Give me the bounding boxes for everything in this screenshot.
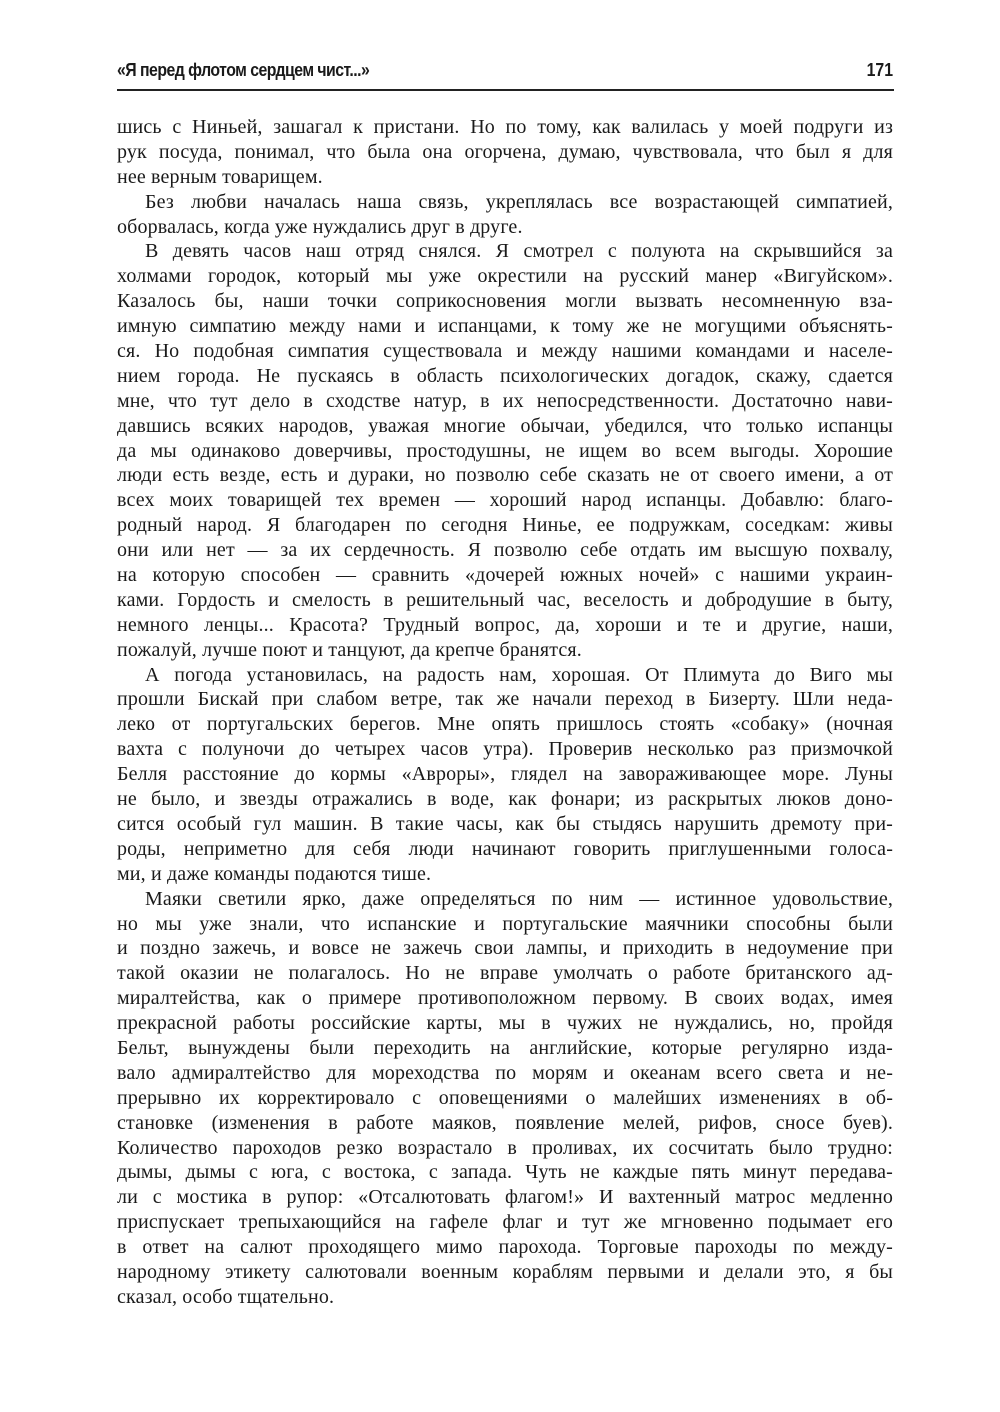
body-text: [117, 115, 893, 1310]
text-line: Без любви началась наша связь, укреплялась все возрастающей симпатией,: [145, 190, 893, 213]
text-line: да мы одинаково доверчивы, простодушны, не ищем во всем выгоды. Хорошие: [117, 439, 893, 462]
text-line: миралтейства, как о примере противоположном первому. В своих водах, имея: [117, 987, 893, 1010]
text-line: нее верным товарищем.: [117, 165, 323, 188]
text-line: леко от португальских берегов. Мне опять пришлось стоять «собаку» (ночная: [117, 713, 893, 736]
text-line: шись с Ниньей, зашагал к пристани. Но по тому, как валилась у моей подруги из: [117, 116, 893, 138]
text-line: давшись всяких народов, уважая многие обычаи, убедился, что только испанцы: [117, 414, 893, 437]
text-line: сится особый гул машин. В такие часы, как бы стыдясь нарушить дремоту при-: [117, 812, 893, 835]
paragraph: [117, 887, 893, 1310]
text-line: ся. Но подобная симпатия существовала и между нашими командами и населе-: [117, 340, 893, 363]
text-line: народному этикету салютовали военным кораблям первыми и делали это, я бы: [117, 1260, 893, 1283]
text-line: всех моих товарищей тех времен — хороший народ испанцы. Добавлю: благо-: [117, 489, 893, 512]
text-line: в ответ на салют проходящего мимо парохода. Торговые пароходы по между-: [117, 1236, 893, 1259]
text-line: вахта с полуночи до четырех часов утра). Проверив несколько раз призмочкой: [117, 738, 893, 761]
text-line: оборвалась, когда уже нуждались друг в друге.: [117, 215, 523, 238]
text-line: Бельт, вынуждены были переходить на английские, которые регулярно изда-: [117, 1036, 893, 1059]
text-line: немного ленцы... Красота? Трудный вопрос, да, хороши и те и другие, наши,: [117, 613, 893, 636]
text-line: Казалось бы, наши точки соприкосновения могли вызвать несомненную вза-: [117, 290, 893, 313]
text-line: сказал, особо тщательно.: [117, 1285, 335, 1308]
text-line: имную симпатию между нами и испанцами, к тому же не могущими объяснять-: [117, 315, 893, 338]
text-line: прекрасной работы российские карты, мы в чужих не нуждались, но, пройдя: [117, 1012, 893, 1035]
text-line: Маяки светили ярко, даже определяться по ним — истинное удовольствие,: [145, 887, 893, 910]
running-title: «Я перед флотом сердцем чист...»: [117, 60, 370, 80]
text-line: рук посуда, понимал, что была она огорчена, думаю, чувствовала, что был я для: [117, 140, 893, 163]
text-line: они или нет — за их сердечность. Я позволю себе отдать им высшую похвалу,: [117, 539, 893, 562]
text-line: Белля расстояние до кормы «Авроры», глядел на завораживающее море. Луны: [117, 763, 893, 786]
paragraph: [117, 115, 893, 190]
header-rule: [117, 89, 894, 91]
paragraph: [117, 663, 893, 887]
page-header: [117, 58, 893, 86]
text-line: становке (изменения в работе маяков, появление мелей, рифов, сносе буев).: [117, 1111, 893, 1134]
text-line: прошли Бискай при слабом ветре, так же начали переход в Бизерту. Шли неда-: [117, 688, 893, 711]
text-line: и поздно зажечь, и вовсе не зажечь свои лампы, и приходить в недоумение при: [117, 937, 893, 960]
text-line: В девять часов наш отряд снялся. Я смотрел с полуюта на скрывшийся за: [145, 240, 893, 263]
text-line: люди есть везде, есть и дураки, но позволю себе сказать не от своего имени, а от: [117, 464, 893, 487]
text-line: холмами городок, который мы уже окрестили на русский манер «Вигуйском».: [117, 265, 893, 288]
text-line: ми, и даже команды подаются тише.: [117, 862, 432, 885]
text-line: на которую способен — сравнить «дочерей южных ночей» с нашими украин-: [117, 564, 893, 587]
text-line: ками. Гордость и смелость в решительный час, веселость и добродушие в быту,: [117, 588, 893, 611]
text-line: дымы, дымы с юга, с востока, с запада. Чуть не каждые пять минут передава-: [117, 1161, 893, 1184]
text-line: прерывно их корректировало с оповещениями о малейших изменениях в об-: [117, 1086, 893, 1109]
text-line: нием города. Не пускаясь в область психологических догадок, скажу, сдается: [117, 364, 893, 387]
text-line: но мы уже знали, что испанские и португальские маячники способны были: [117, 912, 893, 935]
paragraph: [117, 190, 893, 240]
page-number: 171: [866, 60, 893, 80]
text-line: Количество пароходов резко возрастало в проливах, их сосчитать было трудно:: [117, 1136, 893, 1159]
text-line: мне, что тут дело в сходстве натур, в их непосредственности. Достаточно нави-: [117, 389, 893, 412]
text-line: родный народ. Я благодарен по сегодня Нинье, ее подружкам, соседкам: живы: [117, 514, 893, 537]
text-line: роды, неприметно для себя люди начинают говорить приглушенными голоса-: [117, 837, 893, 860]
text-line: не было, и звезды отражались в воде, как фонари; из раскрытых люков доно-: [117, 788, 893, 811]
text-line: пожалуй, лучше поют и танцуют, да крепче бранятся.: [117, 638, 582, 661]
text-line: ли с мостика в рупор: «Отсалютовать флагом!» И вахтенный матрос медленно: [117, 1186, 893, 1209]
text-line: такой оказии не полагалось. Но не вправе умолчать о работе британского ад-: [117, 962, 893, 985]
text-line: А погода установилась, на радость нам, хорошая. От Плимута до Виго мы: [145, 663, 893, 686]
paragraph: [117, 239, 893, 662]
text-line: вало адмиралтейство для мореходства по морям и океанам всего света и не-: [117, 1061, 893, 1084]
text-line: приспускает трепыхающийся на гафеле флаг и тут же мгновенно подымает его: [117, 1211, 893, 1234]
